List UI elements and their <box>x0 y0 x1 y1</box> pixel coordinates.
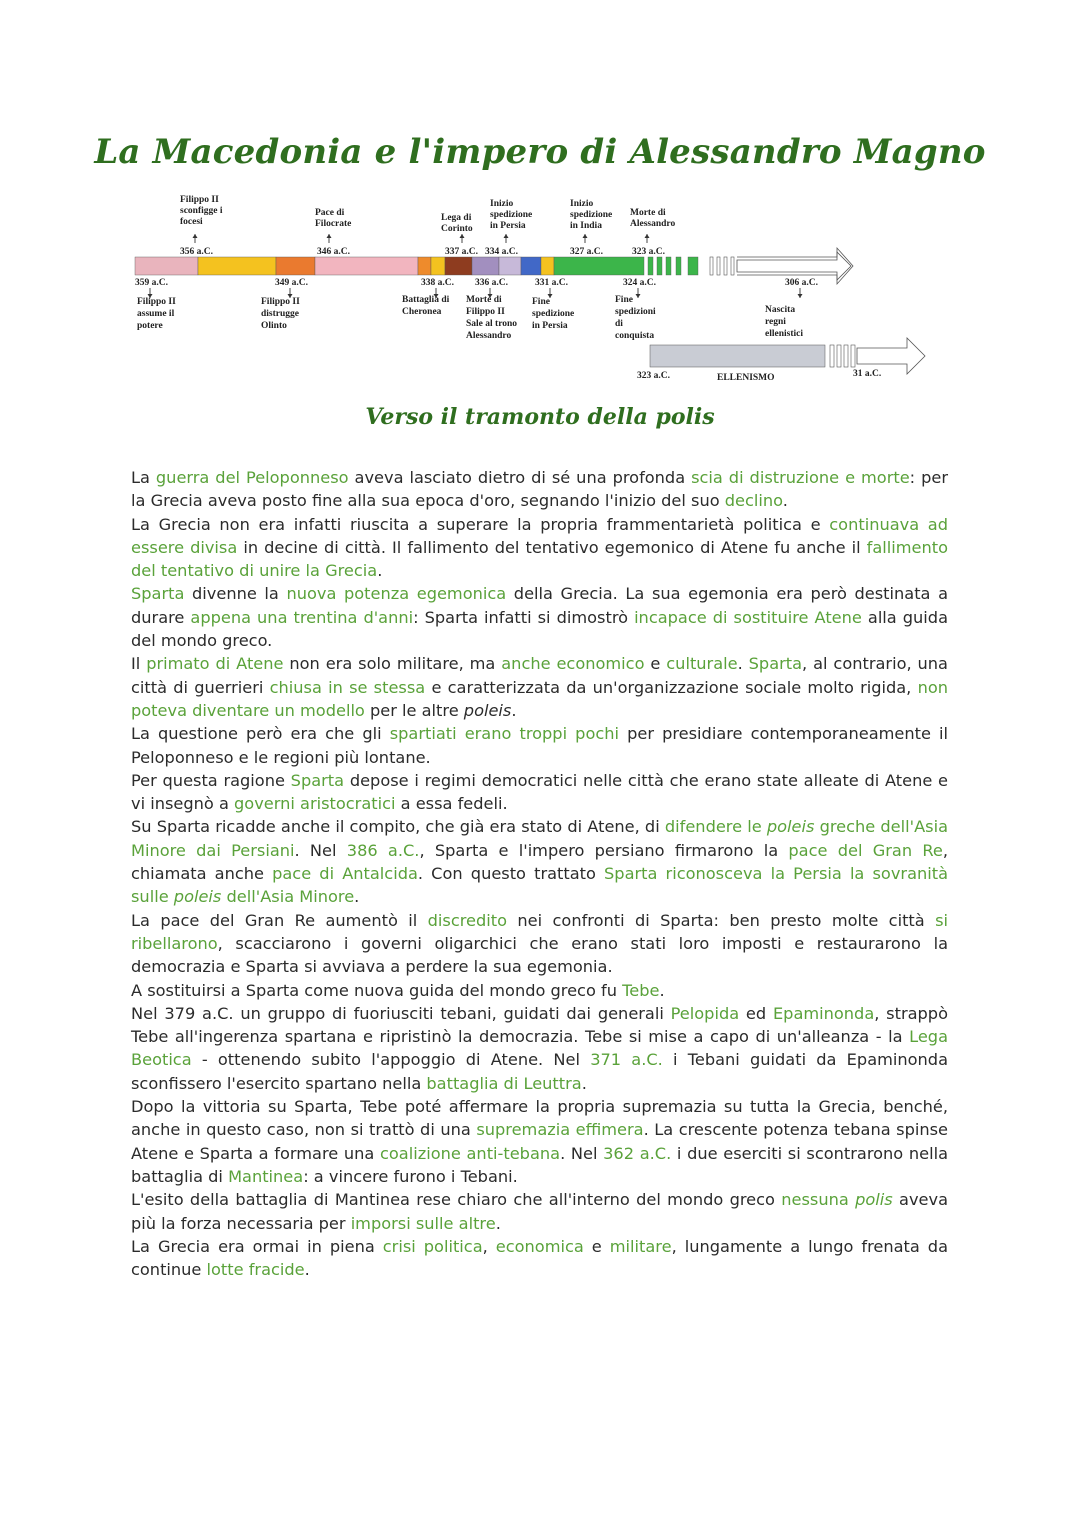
text-run: , scacciarono i governi oligarchici che erano stati loro imposti e restaurarono la democrazia e Sparta si avviava a perdere la sua egemonia. <box>131 933 948 977</box>
paragraph <box>131 1235 948 1282</box>
highlighted-text: guerra del Peloponneso <box>155 468 349 487</box>
timeline-segment <box>666 257 671 275</box>
highlighted-text: 362 a.C. <box>603 1143 672 1163</box>
paragraph <box>131 815 948 908</box>
timeline-event-label: Nascita <box>765 305 796 315</box>
timeline-event-label: Filippo II <box>466 307 505 317</box>
timeline-event-label: di <box>615 319 623 329</box>
timeline-segment <box>541 257 554 275</box>
timeline-year: 327 a.C. <box>570 247 603 257</box>
timeline-segment <box>724 257 727 275</box>
highlighted-text: economica <box>495 1236 584 1256</box>
text-run: La <box>131 468 156 487</box>
ellenismo-start: 323 a.C. <box>637 371 670 381</box>
timeline-event-label: in Persia <box>532 321 568 331</box>
highlighted-text: poleis <box>173 887 222 907</box>
timeline-event-label: distrugge <box>261 309 299 319</box>
text-run: Su Sparta ricadde anche il compito, che già era stato di Atene, di <box>131 817 665 837</box>
timeline-segment <box>521 257 541 275</box>
timeline-event-label: Alessandro <box>466 331 512 341</box>
highlighted-text: Sparta <box>748 654 803 674</box>
highlighted-text: nessuna <box>781 1190 856 1210</box>
highlighted-text: appena una trentina d'anni <box>190 607 414 627</box>
text-run: . <box>737 654 749 674</box>
ellenismo-end: 31 a.C. <box>853 369 882 379</box>
text-run: : per la Grecia aveva posto fine alla sua epoca d'oro, segnando l'inizio del suo <box>131 468 948 511</box>
highlighted-text: declino <box>724 491 783 511</box>
timeline-event-label: Morte di <box>466 295 502 305</box>
timeline-tick <box>636 294 641 298</box>
timeline-segment <box>731 257 734 275</box>
timeline-event-label: Inizio <box>490 199 514 209</box>
timeline-tick <box>504 234 509 238</box>
text-run: . <box>495 1213 501 1233</box>
text-run: La Grecia era ormai in piena <box>131 1236 383 1256</box>
timeline-event-label: Battaglia di <box>402 295 450 305</box>
text-run: . <box>354 887 360 907</box>
text-run: depose i regimi democratici nelle città che erano state alleate di Atene e vi insegnò a <box>131 770 948 814</box>
text-run: : a vincere furono i Tebani. <box>303 1166 518 1186</box>
text-run: ed <box>739 1003 773 1023</box>
timeline-year: 331 a.C. <box>535 278 568 288</box>
timeline-year: 334 a.C. <box>485 247 518 257</box>
paragraph <box>131 1188 948 1235</box>
text-run: Dopo la vittoria su Sparta, Tebe poté affermare la propria supremazia su tutta la Grecia, benché, anche in questo caso, non si trattò di una <box>131 1097 948 1140</box>
highlighted-text: spartiati erano troppi pochi <box>389 724 620 744</box>
highlighted-text: dell'Asia Minore <box>221 887 355 907</box>
timeline-year: 337 a.C. <box>445 247 478 257</box>
highlighted-text: nuova potenza egemonica <box>286 584 507 604</box>
highlighted-text: imporsi sulle altre <box>350 1213 496 1233</box>
timeline-segment <box>688 257 698 275</box>
ellenismo-bar <box>650 345 825 367</box>
timeline-segment <box>710 257 713 275</box>
text-run: . Con questo trattato <box>417 864 605 884</box>
text-run: . La crescente potenza tebana spinse Atene e Sparta a formare una <box>131 1120 949 1163</box>
timeline <box>125 190 945 390</box>
text-run: . <box>377 561 383 581</box>
text-run: La pace del Gran Re aumentò il <box>131 910 428 930</box>
text-run: La questione però era che gli <box>131 724 390 744</box>
highlighted-text: coalizione anti-tebana <box>380 1143 561 1163</box>
timeline-segment <box>445 257 472 275</box>
timeline-event-label: Pace di <box>315 208 345 218</box>
timeline-event-label: Corinto <box>441 224 473 234</box>
timeline-year: 356 a.C. <box>180 247 213 257</box>
highlighted-text: Sparta riconosceva la Persia la sovranità sulle <box>131 864 949 907</box>
ellenismo-label: ELLENISMO <box>717 373 775 383</box>
timeline-event-label: spedizione <box>570 210 613 220</box>
timeline-event-label: focesi <box>180 217 203 227</box>
timeline-event-label: Fine <box>532 297 550 307</box>
highlighted-text: pace del Gran Re <box>788 840 943 860</box>
highlighted-text: poleis <box>766 817 815 837</box>
highlighted-text: Pelopida <box>670 1003 740 1023</box>
highlighted-text: pace di Antalcida <box>272 864 418 884</box>
text-run: per presidiare contemporaneamente il Peloponneso e le regioni più lontane. <box>131 724 948 767</box>
paragraph <box>131 909 948 979</box>
timeline-event-label: ellenistici <box>765 329 803 339</box>
text-run: e caratterizzata da un'organizzazione sociale molto rigida, <box>425 677 918 697</box>
body-text <box>131 466 948 1281</box>
timeline-event-label: Filippo II <box>261 297 300 307</box>
timeline-year: 338 a.C. <box>421 278 454 288</box>
timeline-segment <box>418 257 431 275</box>
text-run: , Sparta e l'impero persiano firmarono la <box>419 840 789 860</box>
highlighted-text: greche dell'Asia Minore dai Persiani <box>131 817 949 860</box>
text-run: , <box>482 1236 496 1256</box>
ellenismo-bar <box>830 345 834 367</box>
section-subtitle: Verso il tramonto della polis <box>365 404 715 430</box>
highlighted-text: chiusa in se stessa <box>269 677 426 697</box>
timeline-event-label: Sale al trono <box>466 319 518 329</box>
text-run: i Tebani guidati da Epaminonda sconfissero l'esercito spartano nella <box>131 1050 948 1093</box>
highlighted-text: battaglia di Leuttra <box>426 1073 582 1093</box>
timeline-tick <box>460 234 465 238</box>
text-run: - ottenendo subito l'appoggio di Atene. Nel <box>191 1050 591 1070</box>
timeline-segment <box>648 257 653 275</box>
timeline-year: 349 a.C. <box>275 278 308 288</box>
text-run: non era solo militare, ma <box>283 654 502 674</box>
timeline-tick <box>327 234 332 238</box>
ellenismo-bar <box>851 345 855 367</box>
paragraph <box>131 1095 948 1188</box>
highlighted-text: difendere le <box>664 817 767 837</box>
timeline-event-label: spedizioni <box>615 307 656 317</box>
paragraph <box>131 722 948 769</box>
timeline-segment <box>676 257 681 275</box>
text-run: , chiamata anche <box>131 840 948 884</box>
timeline-year: 346 a.C. <box>317 247 350 257</box>
timeline-event-label: potere <box>137 321 163 331</box>
text-run: in decine di città. Il fallimento del tentativo egemonico di Atene fu anche il <box>237 537 867 557</box>
text-run: divenne la <box>184 584 287 604</box>
text-run: e <box>644 654 667 674</box>
timeline-tick <box>583 234 588 238</box>
timeline-event-label: sconfigge i <box>180 206 223 216</box>
highlighted-text: scia di distruzione e morte <box>691 468 910 487</box>
timeline-year: 306 a.C. <box>785 278 818 288</box>
timeline-segment <box>198 257 276 275</box>
timeline-event-label: in Persia <box>490 221 526 231</box>
paragraph <box>131 582 948 652</box>
highlighted-text: Tebe <box>622 980 660 1000</box>
timeline-event-label: Olinto <box>261 321 287 331</box>
timeline-event-label: Filocrate <box>315 219 352 229</box>
text-run: . <box>659 980 665 1000</box>
text-run: Nel 379 a.C. un gruppo di fuoriusciti tebani, guidati dai generali <box>131 1003 671 1023</box>
timeline-event-label: Filippo II <box>137 297 176 307</box>
highlighted-text: si ribellarono <box>131 910 948 953</box>
timeline-segment <box>657 257 662 275</box>
highlighted-text: 386 a.C. <box>346 840 420 860</box>
timeline-year: 323 a.C. <box>632 247 665 257</box>
text-run: per le altre <box>364 700 464 720</box>
highlighted-text: culturale <box>666 654 738 674</box>
highlighted-text: non poteva diventare un modello <box>131 677 948 720</box>
highlighted-text: primato di Atene <box>146 654 284 674</box>
highlighted-text: anche economico <box>501 654 645 674</box>
highlighted-text: lotte fracide <box>206 1260 305 1280</box>
timeline-year: 336 a.C. <box>475 278 508 288</box>
text-run: . <box>782 491 788 511</box>
paragraph <box>131 513 948 583</box>
paragraph <box>131 769 948 816</box>
text-run: nei confronti di Sparta: ben presto molte città <box>507 910 936 930</box>
highlighted-text: fallimento del tentativo di unire la Grecia <box>131 537 948 581</box>
highlighted-text: Lega Beotica <box>131 1027 948 1070</box>
timeline-event-label: Alessandro <box>630 219 676 229</box>
text-run: della Grecia. La sua egemonia era però destinata a durare <box>131 584 948 627</box>
text-run: Per questa ragione <box>131 770 291 790</box>
text-run: : Sparta infatti si dimostrò <box>413 607 635 627</box>
timeline-event-label: regni <box>765 317 786 327</box>
highlighted-text: incapace di sostituire Atene <box>634 607 862 627</box>
text-run: alla guida del mondo greco. <box>131 607 948 651</box>
highlighted-text: supremazia effimera <box>476 1120 644 1140</box>
text-run: . <box>581 1073 587 1093</box>
text-run: aveva più la forza necessaria per <box>131 1190 949 1233</box>
timeline-event-label: Inizio <box>570 199 594 209</box>
timeline-tick <box>798 294 803 298</box>
timeline-tick <box>645 234 650 238</box>
highlighted-text: discredito <box>427 910 508 930</box>
text-run: L'esito della battaglia di Mantinea rese chiaro che all'interno del mondo greco <box>131 1190 782 1210</box>
text-run: . Nel <box>560 1143 604 1163</box>
highlighted-text: crisi politica <box>382 1236 483 1256</box>
timeline-tick <box>193 234 198 238</box>
timeline-segment <box>717 257 720 275</box>
timeline-event-label: in India <box>570 221 602 231</box>
text-run: i due eserciti si scontrarono nella battaglia di <box>131 1143 948 1186</box>
highlighted-text: 371 a.C. <box>590 1050 663 1070</box>
text-run: a essa fedeli. <box>395 794 508 814</box>
paragraph <box>131 652 948 722</box>
paragraph <box>131 979 948 1002</box>
timeline-event-label: Filippo II <box>180 195 219 205</box>
text-run: . <box>304 1260 310 1280</box>
highlighted-text: Sparta <box>290 770 345 790</box>
paragraph <box>131 1002 948 1095</box>
text-run: Il <box>131 654 147 674</box>
timeline-event-label: assume il <box>137 309 175 319</box>
timeline-arrow <box>737 252 851 280</box>
timeline-segment <box>135 257 198 275</box>
text-run: e <box>583 1236 610 1256</box>
timeline-event-label: Cheronea <box>402 307 442 317</box>
timeline-segment <box>276 257 315 275</box>
text-run: , strappò Tebe all'ingerenza spartana e ripristinò la democrazia. Tebe si mise a capo di un'alleanza - la <box>131 1003 948 1047</box>
text-run: poleis <box>463 700 512 720</box>
text-run: , lungamente a lungo frenata da continue <box>131 1236 948 1280</box>
highlighted-text: Sparta <box>131 584 185 604</box>
ellenismo-bar <box>837 345 841 367</box>
text-run: La Grecia non era infatti riuscita a superare la propria frammentarietà politica e <box>131 514 830 534</box>
timeline-event-label: Lega di <box>441 213 472 223</box>
timeline-year: 324 a.C. <box>623 278 656 288</box>
paragraph <box>131 466 948 513</box>
page-title: La Macedonia e l'impero di Alessandro Magno <box>94 132 986 172</box>
highlighted-text: militare <box>609 1236 672 1256</box>
highlighted-text: governi aristocratici <box>234 794 396 814</box>
text-run: , al contrario, una città di guerrieri <box>131 654 948 697</box>
timeline-event-label: spedizione <box>532 309 575 319</box>
timeline-year: 359 a.C. <box>135 278 168 288</box>
highlighted-text: Mantinea <box>228 1166 304 1186</box>
highlighted-text: Epaminonda <box>772 1003 875 1023</box>
highlighted-text: polis <box>855 1190 893 1210</box>
timeline-segment <box>315 257 418 275</box>
text-run: aveva lasciato dietro di sé una profonda <box>348 468 692 487</box>
timeline-segment <box>472 257 499 275</box>
timeline-segment <box>499 257 521 275</box>
timeline-event-label: spedizione <box>490 210 533 220</box>
text-run: . <box>511 700 517 720</box>
text-run: . Nel <box>294 840 347 860</box>
timeline-event-label: Fine <box>615 295 633 305</box>
timeline-event-label: conquista <box>615 331 655 341</box>
highlighted-text: continuava ad essere divisa <box>131 514 948 557</box>
timeline-segment <box>431 257 445 275</box>
timeline-event-label: Morte di <box>630 208 666 218</box>
timeline-segment <box>554 257 644 275</box>
ellenismo-bar <box>844 345 848 367</box>
text-run: A sostituirsi a Sparta come nuova guida del mondo greco fu <box>131 980 623 1000</box>
